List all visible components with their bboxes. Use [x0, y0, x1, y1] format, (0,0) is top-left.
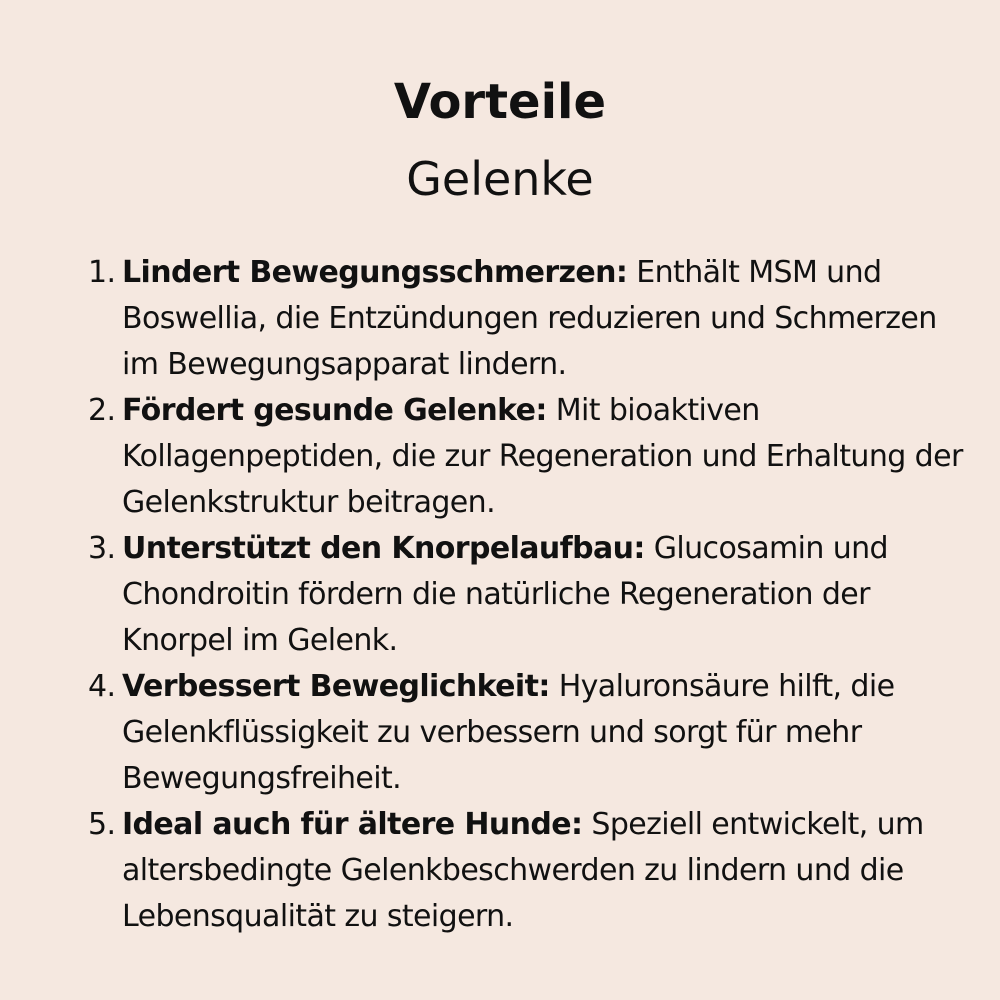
- benefit-content: [122, 664, 968, 802]
- benefit-content: [122, 250, 968, 388]
- benefit-content: [122, 388, 968, 526]
- benefit-heading: Lindert Bewegungsschmerzen:: [122, 255, 628, 290]
- benefit-description: Mit bioaktiven Kollagenpeptiden, die zur Regeneration und Erhaltung der Gelenkstruktur beitragen.: [122, 393, 963, 520]
- benefit-content: [122, 802, 968, 940]
- benefit-number: 1.: [88, 255, 116, 290]
- benefit-heading: Unterstützt den Knorpelaufbau:: [122, 531, 645, 566]
- page-title: Vorteile: [393, 74, 607, 130]
- benefit-item-2: [88, 388, 968, 526]
- benefit-number: 4.: [88, 669, 116, 704]
- benefit-description: Hyaluronsäure hilft, die Gelenkflüssigkeit zu verbessern und sorgt für mehr Bewegungsfreiheit.: [122, 669, 895, 796]
- benefit-heading: Ideal auch für ältere Hunde:: [122, 807, 583, 842]
- benefit-number: 3.: [88, 531, 116, 566]
- benefit-description: Enthält MSM und Boswellia, die Entzündungen reduzieren und Schmerzen im Bewegungsapparat lindern.: [122, 255, 937, 382]
- benefits-list: [88, 250, 968, 940]
- benefit-item-5: [88, 802, 968, 940]
- benefit-number: 2.: [88, 393, 116, 428]
- page-subtitle: Gelenke: [406, 152, 594, 206]
- benefit-heading: Verbessert Beweglichkeit:: [122, 669, 550, 704]
- benefit-item-4: [88, 664, 968, 802]
- benefit-heading: Fördert gesunde Gelenke:: [122, 393, 547, 428]
- benefit-item-3: [88, 526, 968, 664]
- benefit-description: Glucosamin und Chondroitin fördern die natürliche Regeneration der Knorpel im Gelenk.: [122, 531, 888, 658]
- benefit-item-1: [88, 250, 968, 388]
- benefit-description: Speziell entwickelt, um altersbedingte Gelenkbeschwerden zu lindern und die Lebensqualität zu steigern.: [122, 807, 924, 934]
- benefit-content: [122, 526, 968, 664]
- benefit-number: 5.: [88, 807, 116, 842]
